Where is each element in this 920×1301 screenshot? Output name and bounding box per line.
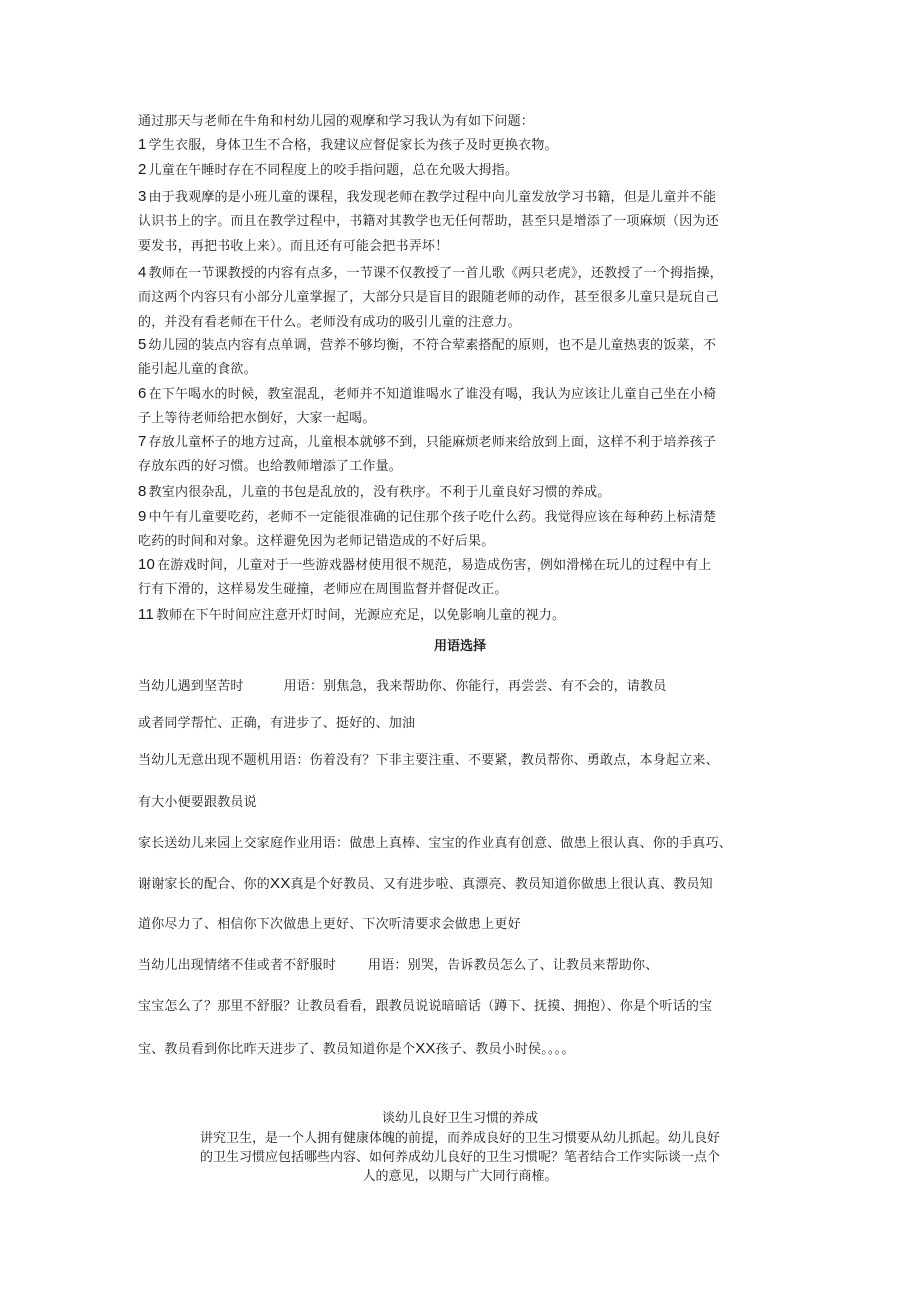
problem-number: 10: [138, 556, 156, 573]
problem-number: 9: [138, 508, 147, 525]
problem-9: [138, 509, 716, 526]
phrase-3-cont-2: 道你尽力了、相信你下次做患上更好、下次听清要求会做患上更好: [138, 917, 521, 932]
phrase-label: 当幼儿遇到坚苦时: [138, 679, 244, 694]
problem-text: 存放儿童杯子的地方过高，儿童根本就够不到，只能麻烦老师来给放到上面，这样不利于培养孩子: [148, 435, 717, 450]
problem-3-line-3: 要发书，再把书收上来）。而且还有可能会把书弄坏！: [138, 239, 449, 254]
problem-text: 中午有儿童要吃药，老师不一定能很准确的记住那个孩子吃什么药。我觉得应该在每种药上标清楚: [148, 510, 717, 525]
phrase-text: 用语：别焦急，我来帮助你、你能行，再尝尝、有不会的，请教员: [283, 679, 667, 694]
problem-10-line-2: 行有下滑的，这样易发生碰撞，老师应在周围监督并督促改正。: [138, 582, 508, 597]
problem-text: 在游戏时间，儿童对于一些游戏器材使用很不规范，易造成伤害，例如滑梯在玩儿的过程中有上: [157, 558, 712, 573]
phrase-3-cont-1: [138, 876, 713, 893]
problem-8: [138, 484, 611, 501]
phrase-2-cont: 有大小便要跟教员说: [138, 795, 257, 810]
phrase-4: [138, 958, 658, 974]
section-heading: 用语选择: [433, 639, 486, 654]
problem-text: 教室内很杂乱，儿童的书包是乱放的，没有秩序。不利于儿童良好习惯的养成。: [148, 485, 611, 500]
problem-text: 在下午喝水的时候，教室混乱，老师并不知道谁喝水了谁没有喝，我认为应该让儿童自己坐在小椅: [148, 387, 717, 402]
phrase-text: 用语：别哭，告诉教员怎么了、让教员来帮助你、: [368, 958, 659, 973]
problem-4: [138, 265, 723, 282]
problem-number: 7: [138, 433, 147, 450]
phrase-2: 当幼儿无意出现不题机用语：伤着没有？下非主要注重、不要紧，教员帮你、勇敢点，本身起立来、: [138, 753, 719, 768]
problem-text: 幼儿园的装点内容有点单调，营养不够均衡，不符合荤素搭配的原则，也不是儿童热衷的饭菜，不: [148, 338, 717, 353]
phrase-3: 家长送幼儿来园上交家庭作业用语：做患上真棒、宝宝的作业真有创意、做患上很认真、你的手真巧、: [138, 836, 733, 851]
phrase-text-part: 真是个好教员、又有进步啦、真漂亮、教员知道你做患上很认真、教员知: [290, 877, 713, 892]
phrase-4-cont-1: 宝宝怎么了？那里不舒服？让教员看看，跟教员说说暗暗话（蹲下、抚摸、拥抱）、你是个听话的宝: [138, 999, 713, 1014]
problem-9-line-2: 吃药的时间和对象。这样避免因为老师记错造成的不好后果。: [138, 534, 495, 549]
article-line-3: 人的意见，以期与广大同行商榷。: [362, 1169, 558, 1184]
problem-text: 学生衣服，身体卫生不合格，我建议应督促家长为孩子及时更换衣物。: [148, 138, 558, 153]
problem-5-line-2: 能引起儿童的食欲。: [138, 362, 257, 377]
phrase-text-part: 宝、教员看到你比昨天进步了、教员知道你是个: [138, 1042, 416, 1057]
problem-number: 1: [138, 136, 147, 153]
problem-3-line-2: 认识书上的字。而且在教学过程中，书籍对其教学也无任何帮助，甚至只是增添了一项麻烦（因为还: [138, 214, 719, 229]
problem-number: 11: [138, 606, 154, 623]
problem-6-line-2: 子上等待老师给把水倒好，大家一起喝。: [138, 411, 376, 426]
problem-7: [138, 434, 716, 451]
problem-2: [138, 162, 518, 179]
phrase-text-part: 谢谢家长的配合、你的: [138, 877, 271, 892]
problem-11: [138, 607, 565, 624]
problem-6: [138, 386, 716, 403]
article-line-1: 讲究卫生，是一个人拥有健康体魄的前提，而养成良好的卫生习惯要从幼儿抓起。幼儿良好: [199, 1131, 720, 1146]
problem-1: [138, 137, 558, 154]
placeholder-xx: XX: [270, 875, 291, 892]
problem-10: [138, 557, 712, 574]
problem-number: 5: [138, 336, 147, 353]
intro-text: 通过那天与老师在牛角和村幼儿园的观摩和学习我认为有如下问题：: [138, 114, 535, 129]
problem-text: 由于我观摩的是小班儿童的课程，我发现老师在教学过程中向儿童发放学习书籍，但是儿童并不能: [148, 190, 717, 205]
phrase-1-cont: 或者同学帮忙、正确，有进步了、挺好的、加油: [138, 716, 416, 731]
problem-number: 6: [138, 385, 147, 402]
problem-number: 8: [138, 483, 147, 500]
problem-text: 教师在下午时间应注意开灯时间，光源应充足，以免影响儿童的视力。: [155, 608, 566, 623]
problem-number: 2: [138, 161, 147, 178]
phrase-text-part: 孩子、教员小时侯。。。。: [435, 1042, 575, 1057]
phrase-4-cont-2: [138, 1041, 575, 1058]
phrase-1: [138, 679, 666, 695]
article-title: 谈幼儿良好卫生习惯的养成: [381, 1111, 538, 1126]
problem-7-line-2: 存放东西的好习惯。也给教师增添了工作量。: [138, 459, 403, 474]
placeholder-xx: XX: [415, 1040, 436, 1057]
problem-text: 儿童在午睡时存在不同程度上的咬手指问题，总在允吸大拇指。: [148, 163, 519, 178]
article-line-2: 的卫生习惯应包括哪些内容、如何养成幼儿良好的卫生习惯呢？笔者结合工作实际谈一点个: [199, 1150, 720, 1165]
problem-number: 3: [138, 188, 147, 205]
problem-text: 教师在一节课教授的内容有点多，一节课不仅教授了一首儿歌《两只老虎》，还教授了一个拇指操，: [148, 266, 723, 281]
problem-number: 4: [138, 264, 147, 281]
problem-4-line-3: 的，并没有看老师在干什么。老师没有成功的吸引儿童的注意力。: [138, 315, 521, 330]
problem-4-line-2: 而这两个内容只有小部分儿童掌握了，大部分只是盲目的跟随老师的动作，甚至很多儿童只是玩自己: [138, 290, 719, 305]
problem-3: [138, 189, 716, 206]
phrase-label: 当幼儿出现情绪不佳或者不舒服时: [138, 958, 337, 973]
problem-5: [138, 337, 716, 354]
